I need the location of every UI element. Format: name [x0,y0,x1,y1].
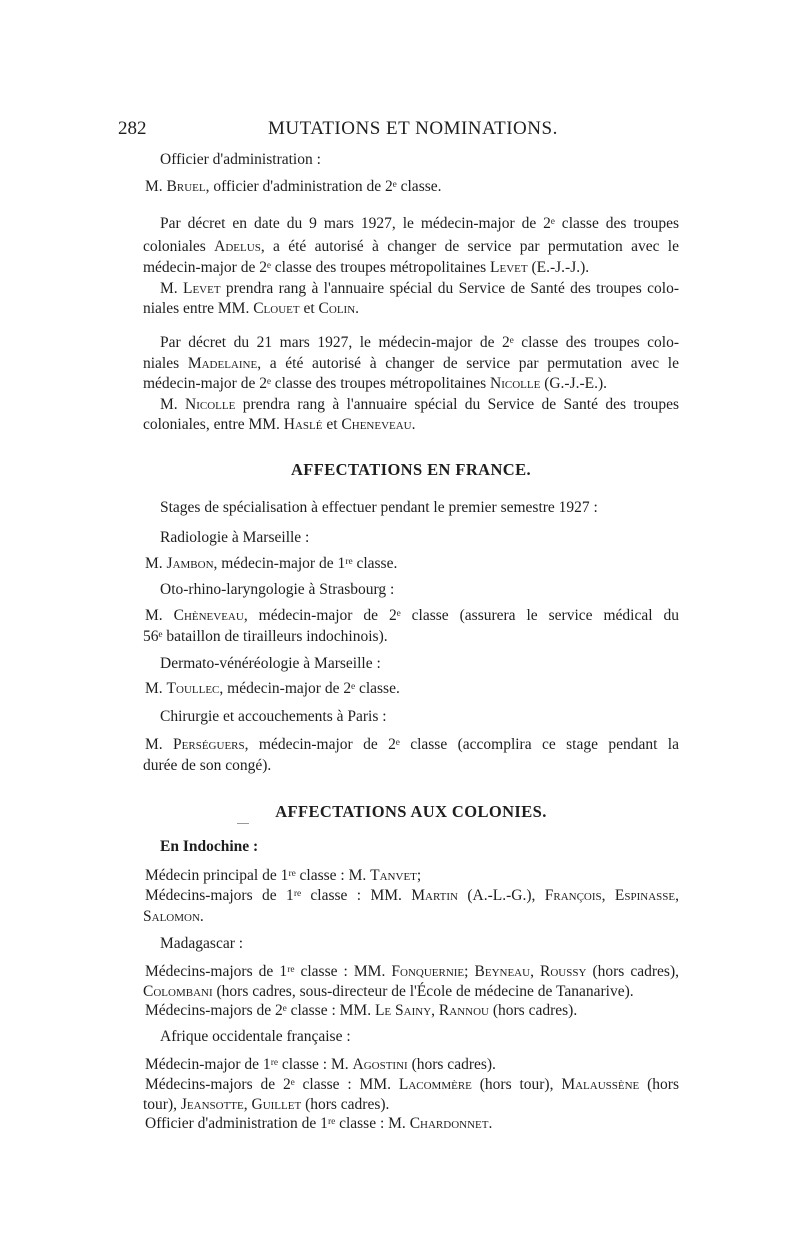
page-number: 282 [118,118,147,139]
stage-entry-cont: 56ᵉ bataillon de tirailleurs indochinois). [143,628,388,645]
paragraph-line: coloniales, entre MM. Haslé et Cheneveau. [143,416,416,433]
paragraph-line: M. Levet prendra rang à l'annuaire spécial du Service de Santé des troupes colo- [160,280,679,297]
person-name: Levet [183,280,221,297]
person-name: Roussy [540,963,587,980]
assignment-line: tour), Jeansotte, Guillet (hors cadres). [143,1096,390,1113]
person-name: Chardonnet [409,1115,489,1132]
person-name: Salomon [143,908,200,925]
stage-label: Chirurgie et accouchements à Paris : [160,708,387,725]
assignment-line: Médecins-majors de 1ʳᵉ classe : MM. Martin (A.-L.-G.), François, Espinasse, [145,887,679,904]
stage-entry: M. Toullec, médecin-major de 2ᵉ classe. [145,680,400,697]
person-name: François [544,887,602,904]
paragraph-line: médecin-major de 2ᵉ classe des troupes métropolitaines Nicolle (G.-J.-E.). [143,375,608,392]
stages-intro: Stages de spécialisation à effectuer pendant le premier semestre 1927 : [160,499,598,516]
person-name: Le Sainy [374,1002,432,1019]
paragraph-line: médecin-major de 2ᵉ classe des troupes métropolitaines Levet (E.-J.-J.). [143,259,590,276]
stage-entry: M. Perséguers, médecin-major de 2ᵉ classe (accomplira ce stage pendant la [145,736,679,753]
person-name: Colin [318,300,356,317]
person-name: Levet [490,259,528,276]
person-name: Lacommère [398,1076,472,1093]
person-name: Nicolle [185,396,236,413]
assignment-line: Médecins-majors de 1ʳᵉ classe : MM. Fonquernie; Beyneau, Roussy (hors cadres), [145,963,679,980]
person-name: Martin [411,887,458,904]
person-name: Agostini [352,1056,408,1073]
person-name: Fonquernie [391,963,465,980]
person-name: Chèneveau [173,607,244,624]
assignment-line: Colombani (hors cadres, sous-directeur de l'École de médecine de Tananarive). [143,983,634,1000]
region-label: Madagascar : [160,935,244,952]
region-label: En Indochine : [160,838,259,855]
assignment-line: Salomon. [143,908,204,925]
stage-label: Dermato-vénéréologie à Marseille : [160,655,381,672]
region-label: Afrique occidentale française : [160,1028,351,1045]
person-name: Rannou [438,1002,489,1019]
paragraph-line: M. Nicolle prendra rang à l'annuaire spécial du Service de Santé des troupes [160,396,679,413]
person-name: Espinasse [614,887,676,904]
paragraph-line: niales entre MM. Clouet et Colin. [143,300,360,317]
person-name: Beyneau [474,963,531,980]
person-name: Adelus [214,238,261,255]
assignment-line: Médecins-majors de 2ᵉ classe : MM. Le Sainy, Rannou (hors cadres). [145,1002,578,1019]
assignment-line: Médecin principal de 1ʳᵉ classe : M. Tanvet; [145,867,422,884]
section-heading-colonies: AFFECTATIONS AUX COLONIES. [275,802,547,821]
person-name: Tanvet [370,867,417,884]
person-name: Haslé [283,416,323,433]
section-heading-france: AFFECTATIONS EN FRANCE. [290,460,532,479]
person-name: Jeansotte [180,1096,244,1113]
stage-label: Oto-rhino-laryngologie à Strasbourg : [160,581,395,598]
paragraph-line: niales Madelaine, a été autorisé à changer de service par permutation avec le [143,355,679,372]
stage-entry: M. Jambon, médecin-major de 1ʳᵉ classe. [145,555,398,572]
assignment-line: Officier d'administration de 1ʳᵉ classe : M. Chardonnet. [145,1115,493,1132]
person-name: Guillet [251,1096,302,1113]
person-name: Malaussène [561,1076,640,1093]
person-name: Colombani [143,983,213,1000]
stage-entry-cont: durée de son congé). [143,757,272,774]
person-name: Clouet [253,300,300,317]
separator-mark [237,823,249,824]
stage-entry: M. Chèneveau, médecin-major de 2ᵉ classe (assurera le service médical du [145,607,679,624]
person-name: Madelaine [187,355,258,372]
assignment-line: Médecin-major de 1ʳᵉ classe : M. Agostini (hors cadres). [145,1056,496,1073]
person-name: Jambon [166,555,214,572]
person-name: Perséguers [173,736,245,753]
paragraph-line: Par décret du 21 mars 1927, le médecin-major de 2ᵉ classe des troupes colo- [160,334,679,351]
person-name: Bruel [166,178,206,195]
person-name: Nicolle [490,375,541,392]
person-name: Cheneveau [341,416,412,433]
person-name: Toullec [166,680,220,697]
paragraph-line: coloniales Adelus, a été autorisé à changer de service par permutation avec le [143,238,679,255]
admin-line: M. Bruel, officier d'administration de 2ᵉ classe. [145,178,442,195]
admin-label: Officier d'administration : [160,151,321,168]
stage-label: Radiologie à Marseille : [160,529,310,546]
running-title: MUTATIONS ET NOMINATIONS. [268,118,558,139]
paragraph-line: Par décret en date du 9 mars 1927, le médecin-major de 2ᵉ classe des troupes [160,215,679,232]
assignment-line: Médecins-majors de 2ᵉ classe : MM. Lacommère (hors tour), Malaussène (hors [145,1076,679,1093]
